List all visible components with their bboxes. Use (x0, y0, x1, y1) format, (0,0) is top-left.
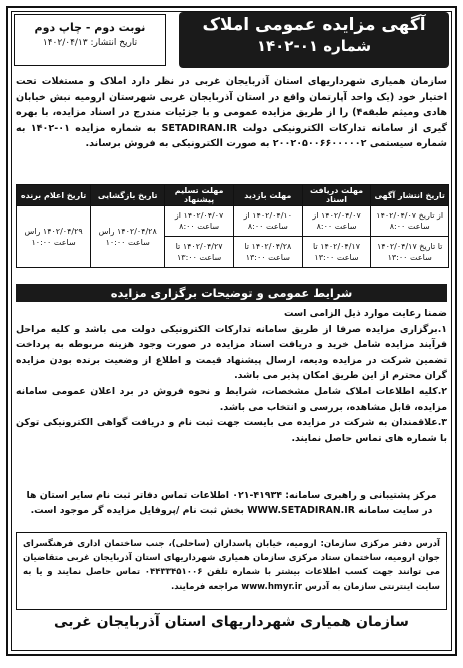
table-cell: ۱۴۰۲/۰۴/۱۰ از ساعت ۸:۰۰ (233, 206, 302, 237)
rules-section (16, 306, 447, 446)
rule-item: ۳.علاقمندان به شرکت در مزایده می بایست جهت ثبت نام و دریافت گواهی الکترونیکی توکن با شماره های تماس حاصل نمایند. (16, 417, 447, 444)
table-cell: ۱۴۰۲/۰۴/۱۷ تا ساعت ۱۳:۰۰ (302, 237, 371, 268)
support-line: مرکز پشتیبانی و راهبری سامانه: ۴۱۹۳۴-۰۲۱ اطلاعات تماس دفاتر ثبت نام سایر استان ها (26, 490, 437, 501)
header (14, 12, 449, 70)
header-winner-date: تاریخ اعلام برنده (17, 185, 91, 206)
notice-page (6, 6, 457, 656)
table-cell: ۱۴۰۲/۰۴/۲۸ تا ساعت ۱۳:۰۰ (233, 237, 302, 268)
support-info (16, 488, 447, 518)
table-cell: ۱۴۰۲/۰۴/۲۹ راس ساعت ۱۰:۰۰ (17, 206, 91, 268)
publish-date: تاریخ انتشار: ۱۴۰۲/۰۴/۱۳ (42, 38, 138, 48)
title-box (179, 12, 449, 68)
header-visit-deadline: مهلت بازدید (233, 185, 302, 206)
rules-lead: ضمنا رعایت موارد ذیل الزامی است (283, 308, 447, 319)
notice-title: آگهی مزایده عمومی املاک (202, 15, 426, 35)
rule-item: ۲.کلیه اطلاعات املاک شامل مشخصات، شرایط و نحوه فروش در برد اعلان عمومی سامانه مزایده، قابل مشاهده، بررسی و انتخاب می باشد. (16, 385, 447, 413)
header-docs-deadline: مهلت دریافت اسناد (302, 185, 371, 206)
address-box: آدرس دفتر مرکزی سازمان: ارومیه، خیابان پاسداران (ساحلی)، جنب ساختمان اداری فرهنگسرای جوان ارومیه، ساختمان ستاد مرکزی سازمان همیاری شهرداریهای استان آذربایجان غربی متقاضیان می توانند جهت کسب اطلاعات بیشتر با شماره تلفن ۰۴۴۳۳۴۵۱۰۰۶ تماس حاصل نمایند و یا به سایت اینترنتی سازمان به آدرس www.hmyr.ir مراجعه فرمایند. (16, 532, 447, 610)
round-box (14, 14, 166, 66)
header-opening-date: تاریخ بازگشایی (91, 185, 165, 206)
intro-paragraph: سازمان همیاری شهرداریهای استان آذربایجان غربی در نظر دارد املاک و مستغلات تحت اختیار خود (یک واحد آپارتمان واقع در استان آذربایجان غربی شهرستان ارومیه نبش خیابان هادی ومیثم طبقه۴) را از طریق مزایده عمومی و با جزئیات مندرج در اسناد مزایده، با بهره گیری از سامانه تدارکات الکترونیکی دولت SETADIRAN.IR به شماره مزایده ۰۱-۱۴۰۲ به شماره سیستمی ۲۰۰۲۰۵۰۰۶۶۰۰۰۰۰۲ به صورت الکترونیکی به فروش برساند. (16, 76, 447, 149)
table-row (17, 206, 449, 237)
footer-org-name: سازمان همیاری شهرداریهای استان آذربایجان غربی (54, 614, 409, 630)
table-cell: از تاریخ ۱۴۰۲/۰۴/۰۷ ساعت ۸:۰۰ (371, 206, 449, 237)
notice-number: شماره ۰۱-۱۴۰۲ (256, 37, 372, 55)
round-label: نوبت دوم - چاپ دوم (34, 21, 146, 34)
schedule-header-row (17, 185, 449, 206)
support-line: در سایت سامانه WWW.SETADIRAN.IR بخش ثبت نام /پروفایل مزایده گر موجود است. (30, 505, 433, 516)
rules-title: شرایط عمومی و توضیحات برگزاری مزایده (16, 284, 447, 302)
table-cell: ۱۴۰۲/۰۴/۰۷ از ساعت ۸:۰۰ (302, 206, 371, 237)
header-bid-deadline: مهلت تسلیم پیشنهاد (165, 185, 234, 206)
schedule-table (16, 184, 449, 268)
table-cell: ۱۴۰۲/۰۴/۲۸ راس ساعت ۱۰:۰۰ (91, 206, 165, 268)
table-cell: ۱۴۰۲/۰۴/۲۷ تا ساعت ۱۳:۰۰ (165, 237, 234, 268)
table-cell: ۱۴۰۲/۰۴/۰۷ از ساعت ۸:۰۰ (165, 206, 234, 237)
table-cell: تا تاریخ ۱۴۰۲/۰۴/۱۷ ساعت ۱۳:۰۰ (371, 237, 449, 268)
rule-item: ۱.برگزاری مزایده صرفا از طریق سامانه تدارکات الکترونیکی دولت می باشد و کلیه مراحل فرآیند مزایده شامل خرید و دریافت اسناد مزایده در صورت وجود هزینه مربوطه به پرداخت تضمین شرکت در مزایده ودیعه، ارسال پیشنهاد قیمت و اطلاع از وضعیت برنده بودن مزایده گران محترم از این طریق امکان پذیر می باشد. (16, 323, 447, 382)
header-publish-date: تاریخ انتشار آگهی (371, 185, 449, 206)
